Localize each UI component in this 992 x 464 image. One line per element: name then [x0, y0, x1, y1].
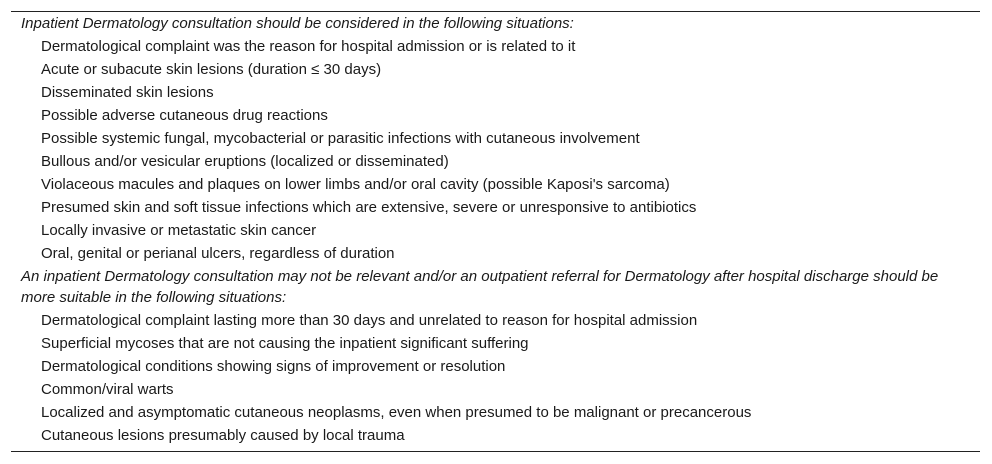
list-item: Cutaneous lesions presumably caused by local trauma	[41, 427, 405, 444]
list-item: Localized and asymptomatic cutaneous neoplasms, even when presumed to be malignant or precancerous	[41, 404, 752, 421]
list-item: Dermatological complaint lasting more than 30 days and unrelated to reason for hospital admission	[41, 312, 698, 329]
list-item: Dermatological conditions showing signs of improvement or resolution	[41, 358, 506, 375]
list-item: Disseminated skin lesions	[41, 84, 214, 101]
list-item: Oral, genital or perianal ulcers, regardless of duration	[41, 245, 395, 262]
list-item: Superficial mycoses that are not causing the inpatient significant suffering	[41, 335, 529, 352]
list-item: Common/viral warts	[41, 381, 174, 398]
list-item: Presumed skin and soft tissue infections which are extensive, severe or unresponsive to antibiotics	[41, 199, 697, 216]
list-item: Dermatological complaint was the reason for hospital admission or is related to it	[41, 38, 576, 55]
criteria-list	[11, 309, 980, 447]
criteria-list	[11, 35, 980, 265]
consultation-criteria-table	[11, 11, 980, 452]
list-item: Acute or subacute skin lesions (duration ≤ 30 days)	[41, 61, 382, 78]
section-consider-consultation	[11, 12, 980, 265]
section-heading: An inpatient Dermatology consultation may not be relevant and/or an outpatient referral for Dermatology after hospital discharge should be more suitable in the following situations:	[21, 268, 939, 306]
list-item: Violaceous macules and plaques on lower limbs and/or oral cavity (possible Kaposi's sarcoma)	[41, 176, 670, 193]
section-outpatient-referral	[11, 265, 980, 447]
list-item: Bullous and/or vesicular eruptions (localized or disseminated)	[41, 153, 449, 170]
list-item: Locally invasive or metastatic skin cancer	[41, 222, 317, 239]
section-heading: Inpatient Dermatology consultation should be considered in the following situations:	[21, 15, 574, 32]
list-item: Possible systemic fungal, mycobacterial or parasitic infections with cutaneous involvement	[41, 130, 640, 147]
list-item: Possible adverse cutaneous drug reactions	[41, 107, 328, 124]
